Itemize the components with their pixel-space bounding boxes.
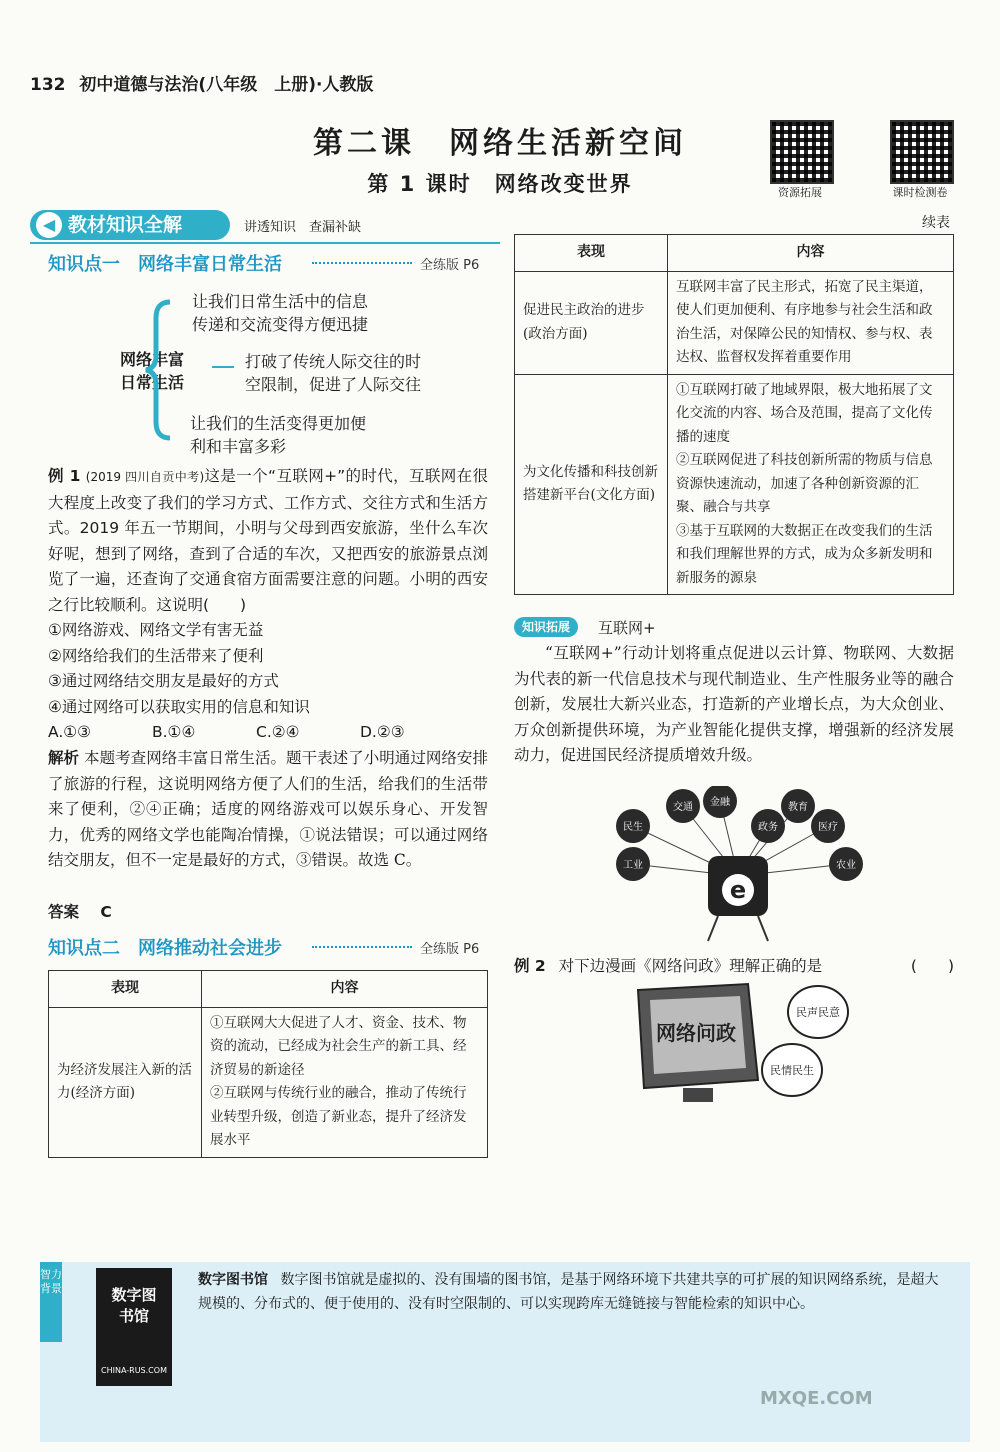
mindmap-center: 网络丰富日常生活 <box>119 350 184 392</box>
balloon-label: 农业 <box>836 860 856 871</box>
lesson-title: 第二课 网络生活新空间 <box>313 126 687 161</box>
example1-answer-block <box>48 900 112 926</box>
kp2-table <box>48 970 488 1158</box>
extension-text: “互联网+”行动计划将重点促进以云计算、物联网、大数据为代表的新一代信息技术与现代制造业、生产性服务业等的融合创新，发展壮大新兴业态，打造新的产业增长点，为大众创业、万众创新提供环境，为产业智能化提供支撑，增强新的经济发展动力，促进国民经济提质增效升级。 <box>514 644 954 764</box>
example1-option-3: ③通过网络结交朋友是最好的方式 <box>48 672 279 690</box>
example2-label: 例 2 <box>514 957 546 975</box>
answer-value: C <box>100 903 112 921</box>
example1-option-2: ②网络给我们的生活带来了便利 <box>48 647 264 665</box>
example2-stem: 对下边漫画《网络问政》理解正确的是 <box>558 957 823 975</box>
qr-label-resources: 资源拓展 <box>778 186 822 199</box>
bubble-text: 民情民生 <box>770 1064 814 1077</box>
example1-source: (2019 四川自贡中考) <box>85 470 205 484</box>
balloon-label: 工业 <box>623 860 643 871</box>
mindmap-item-3: 让我们的生活变得更加便利和丰富多彩 <box>190 414 367 456</box>
mindmap-connector <box>212 366 234 368</box>
watermark: MXQE.COM <box>760 1388 873 1409</box>
qr-code-test[interactable] <box>890 120 954 184</box>
page-number: 132 <box>30 75 66 95</box>
footer-text: 数字图书馆就是虚拟的、没有围墙的图书馆，是基于网络环境下共建共享的可扩展的知识网络系统，是超大规模的、分布式的、便于使用的、没有时空限制的、可以实现跨库无缝链接与智能检索的知识中心。 <box>198 1272 939 1312</box>
book-cover-title: 数字图书馆 <box>111 1286 157 1325</box>
balloon-label: 政务 <box>758 822 778 833</box>
example2-blank: ( ) <box>910 957 954 975</box>
table-row <box>515 271 954 374</box>
extension-title: 互联网+ <box>598 619 656 637</box>
continued-label: 续表 <box>922 215 950 231</box>
balloon-label: 医疗 <box>818 822 838 833</box>
example1-choice-c: C.②④ <box>256 723 300 741</box>
dot-leader <box>312 946 412 948</box>
table-cell-aspect: 促进民主政治的进步(政治方面) <box>515 271 668 374</box>
balloon-label: 教育 <box>788 802 808 813</box>
footer-side-tab: 智力背景 <box>40 1262 62 1342</box>
network-politics-cartoon <box>628 980 858 1120</box>
speaker-icon: ◀ <box>36 212 62 238</box>
bubble-text: 民声民意 <box>796 1006 840 1019</box>
table-cell-aspect: 为文化传播和科技创新搭建新平台(文化方面) <box>515 374 668 595</box>
example1-choice-b: B.①④ <box>152 723 196 741</box>
table-cell-content: ①互联网打破了地域界限，极大地拓展了文化交流的内容、场合及范围，提高了文化传播的速度 ②互联网促进了科技创新所需的物质与信息资源快速流动，加速了各种创新资源的汇聚、融合与共享 ③基于互联网的大数据正在改变我们的生活和我们理解世界的方式，成为众多新发明和新服务的源泉 <box>668 374 954 595</box>
analysis-label: 解析 <box>48 748 80 767</box>
example1-label: 例 1 <box>48 467 81 485</box>
balloon-label: 金融 <box>710 797 730 808</box>
footer-term: 数字图书馆 <box>198 1272 268 1288</box>
analysis-text: 本题考查网络丰富日常生活。题干表述了小明通过网络安排了旅游的行程，这说明网络方便了人们的生活，给我们的生活带来了便利，②④正确；适度的网络游戏可以娱乐身心、开发智力，优秀的网络文学也能陶冶情操，①说法错误；可以通过网络结交朋友，但不一定是最好的方式，③错误。故选 C。 <box>48 749 488 869</box>
kp1-title: 知识点一 网络丰富日常生活 <box>48 254 282 275</box>
banner-divider <box>30 242 500 244</box>
screen-text: 网络问政 <box>656 1021 736 1045</box>
table-cell-content: ①互联网大大促进了人才、资金、技术、物资的流动，已经成为社会生产的新工具、经济贸易的新途径 ②互联网与传统行业的融合，推动了传统行业转型升级，创造了新业态，提升了经济发展水平 <box>202 1007 488 1157</box>
section-banner: 教材知识全解 <box>30 210 230 240</box>
page-header <box>30 70 373 95</box>
table-header: 内容 <box>668 235 954 272</box>
book-title: 初中道德与法治(八年级 上册)·人教版 <box>79 75 374 95</box>
kp2-ref: 全练版 P6 <box>420 942 480 957</box>
qr-code-resources[interactable] <box>770 120 834 184</box>
example1-analysis-block <box>48 745 488 874</box>
table-row <box>515 374 954 595</box>
extension-badge: 知识拓展 <box>514 617 578 637</box>
book-cover <box>96 1268 172 1386</box>
dot-leader <box>312 262 412 264</box>
kp2-title: 知识点二 网络推动社会进步 <box>48 938 282 959</box>
example1-choice-a: A.①③ <box>48 723 92 741</box>
kp1-ref: 全练版 P6 <box>420 258 480 273</box>
section-tag: 讲透知识 查漏补缺 <box>244 220 362 235</box>
book-cover-site: CHINA-RUS.COM <box>101 1366 167 1375</box>
example1-choice-d: D.②③ <box>360 723 405 741</box>
table-cell-content: 互联网丰富了民主形式，拓宽了民主渠道，使人们更加便利、有序地参与社会生活和政治生活，对保障公民的知情权、参与权、表达权、监督权发挥着重要作用 <box>668 271 954 374</box>
example2-block <box>514 954 954 980</box>
lesson-subtitle: 第 1 课时 网络改变世界 <box>367 172 633 196</box>
table-header: 表现 <box>515 235 668 272</box>
answer-label: 答案 <box>48 903 80 921</box>
footer-text-block <box>198 1268 950 1316</box>
table-header: 内容 <box>202 971 488 1008</box>
example1-stem: 这是一个“互联网+”的时代，互联网在很大程度上改变了我们的学习方式、工作方式、交往方式和生活方式。2019 年五一节期间，小明与父母到西安旅游，坐什么车次好呢，想到了网络，查到了合适的车次，又把西安的旅游景点浏览了一遍，还查询了交通食宿方面需要注意的问题。小明的西安之行比较顺利。这说明( ) <box>48 467 488 614</box>
table-cell-aspect: 为经济发展注入新的活力(经济方面) <box>49 1007 202 1157</box>
ie-letter: e <box>729 876 747 904</box>
mindmap-brace <box>140 296 180 446</box>
example1-stem-block <box>48 464 488 618</box>
mindmap-item-1: 让我们日常生活中的信息传递和交流变得方便迅捷 <box>192 292 369 334</box>
table-row <box>49 1007 488 1157</box>
mindmap-item-2: 打破了传统人际交往的时空限制，促进了人际交往 <box>245 352 422 394</box>
balloon-label: 交通 <box>673 802 693 813</box>
balloon-label: 民生 <box>623 822 643 833</box>
example1-option-4: ④通过网络可以获取实用的信息和知识 <box>48 698 310 716</box>
table-header: 表现 <box>49 971 202 1008</box>
continued-table <box>514 234 954 595</box>
internet-plus-cartoon <box>608 786 868 946</box>
example1-option-1: ①网络游戏、网络文学有害无益 <box>48 621 264 639</box>
qr-label-test: 课时检测卷 <box>892 186 948 199</box>
